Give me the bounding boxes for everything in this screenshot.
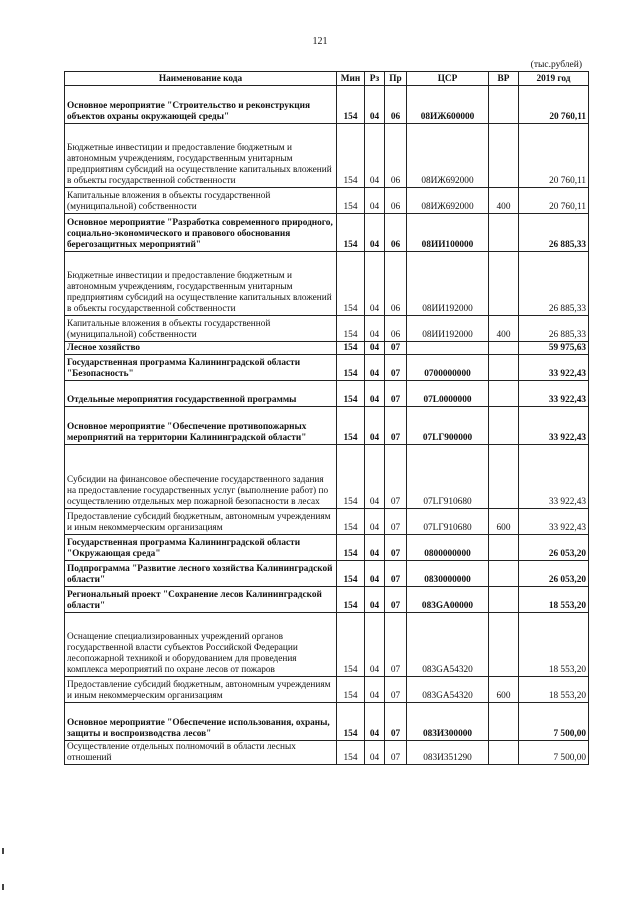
table-cell-pr: 07: [385, 587, 407, 613]
table-cell-amount: 26 885,33: [519, 214, 589, 252]
table-row: [65, 703, 589, 741]
header-year: 2019 год: [519, 72, 589, 86]
table-cell-pr: 07: [385, 445, 407, 509]
header-name: Наименование кода: [65, 72, 337, 86]
table-row: [65, 342, 589, 355]
table-cell-vr: [489, 342, 519, 355]
table-cell-amount: 20 760,11: [519, 86, 589, 124]
table-cell-rz: 04: [365, 214, 385, 252]
table-cell-rz: 04: [365, 613, 385, 677]
table-cell-vr: 600: [489, 677, 519, 703]
table-cell-name: Предоставление субсидий бюджетным, автономным учреждениям и иным некоммерческим организациям: [65, 509, 337, 535]
table-cell-pr: 07: [385, 509, 407, 535]
table-row: [65, 587, 589, 613]
units-note: (тыс.рублей): [530, 60, 582, 70]
table-cell-csr: 083И351290: [407, 741, 489, 765]
table-cell-name: Основное мероприятие "Строительство и реконструкция объектов охраны окружающей среды": [65, 86, 337, 124]
table-cell-name: Субсидии на финансовое обеспечение государственного задания на предоставление государственных услуг (выполнение работ) по осуществлению отдельных мер пожарной безопасности в лесах: [65, 445, 337, 509]
table-cell-name: Государственная программа Калининградской области "Безопасность": [65, 355, 337, 381]
table-cell-vr: [489, 703, 519, 741]
table-row: [65, 535, 589, 561]
table-cell-vr: 400: [489, 316, 519, 342]
table-cell-vr: [489, 445, 519, 509]
table-cell-amount: 7 500,00: [519, 741, 589, 765]
table-cell-vr: 400: [489, 188, 519, 214]
table-row: [65, 407, 589, 445]
table-cell-vr: [489, 561, 519, 587]
header-rz: Рз: [365, 72, 385, 86]
table-row: [65, 355, 589, 381]
table-cell-csr: 07LГ900000: [407, 407, 489, 445]
table-cell-pr: 07: [385, 355, 407, 381]
table-cell-csr: 08ИЖ600000: [407, 86, 489, 124]
table-cell-csr: 08ИЖ692000: [407, 124, 489, 188]
table-cell-name: Отдельные мероприятия государственной программы: [65, 381, 337, 407]
page-number: 121: [312, 36, 328, 47]
table-cell-vr: [489, 587, 519, 613]
table-cell-amount: 26 053,20: [519, 535, 589, 561]
table-cell-pr: 07: [385, 677, 407, 703]
table-cell-csr: [407, 342, 489, 355]
table-cell-rz: 04: [365, 445, 385, 509]
table-cell-vr: 600: [489, 509, 519, 535]
table-cell-min: 154: [337, 677, 365, 703]
table-cell-amount: 33 922,43: [519, 407, 589, 445]
table-cell-amount: 33 922,43: [519, 381, 589, 407]
table-cell-rz: 04: [365, 535, 385, 561]
table-cell-csr: 0830000000: [407, 561, 489, 587]
table-cell-amount: 18 553,20: [519, 613, 589, 677]
table-cell-min: 154: [337, 535, 365, 561]
table-cell-min: 154: [337, 509, 365, 535]
binding-mark: [2, 848, 4, 854]
table-cell-rz: 04: [365, 561, 385, 587]
table-cell-rz: 04: [365, 316, 385, 342]
table-cell-name: Подпрограмма "Развитие лесного хозяйства Калининградской области": [65, 561, 337, 587]
table-cell-csr: 0800000000: [407, 535, 489, 561]
binding-mark: [2, 884, 4, 890]
table-cell-min: 154: [337, 407, 365, 445]
table-cell-csr: 0700000000: [407, 355, 489, 381]
table-cell-amount: 20 760,11: [519, 124, 589, 188]
table-cell-min: 154: [337, 381, 365, 407]
table-cell-min: 154: [337, 124, 365, 188]
table-cell-vr: [489, 407, 519, 445]
table-cell-vr: [489, 355, 519, 381]
table-cell-name: Основное мероприятие "Обеспечение использования, охраны, защиты и воспроизводства лесов": [65, 703, 337, 741]
table-cell-vr: [489, 381, 519, 407]
table-cell-rz: 04: [365, 741, 385, 765]
table-cell-min: 154: [337, 561, 365, 587]
table-cell-name: Основное мероприятие "Разработка современного природного, социально-экономического и правового обоснования берегозащитных мероприятий": [65, 214, 337, 252]
table-cell-rz: 04: [365, 342, 385, 355]
table-cell-rz: 04: [365, 703, 385, 741]
table-cell-min: 154: [337, 86, 365, 124]
table-cell-rz: 04: [365, 252, 385, 316]
table-cell-pr: 07: [385, 561, 407, 587]
table-cell-pr: 07: [385, 741, 407, 765]
table-cell-pr: 07: [385, 703, 407, 741]
table-cell-name: Государственная программа Калининградской области "Окружающая среда": [65, 535, 337, 561]
table-cell-pr: 06: [385, 188, 407, 214]
table-cell-vr: [489, 535, 519, 561]
table-cell-name: Осуществление отдельных полномочий в области лесных отношений: [65, 741, 337, 765]
table-row: [65, 741, 589, 765]
table-row: [65, 677, 589, 703]
table-cell-min: 154: [337, 316, 365, 342]
table-row: [65, 509, 589, 535]
table-header-row: [65, 72, 589, 86]
table-row: [65, 86, 589, 124]
table-cell-csr: 083И300000: [407, 703, 489, 741]
table-cell-name: Бюджетные инвестиции и предоставление бюджетным и автономным учреждениям, государственным унитарным предприятиям субсидий на осуществление капитальных вложений в объекты государственной собственности: [65, 124, 337, 188]
table-cell-name: Лесное хозяйство: [65, 342, 337, 355]
table-cell-vr: [489, 252, 519, 316]
table-cell-pr: 06: [385, 86, 407, 124]
table-row: [65, 561, 589, 587]
table-cell-rz: 04: [365, 509, 385, 535]
table-cell-rz: 04: [365, 587, 385, 613]
table-cell-min: 154: [337, 613, 365, 677]
table-cell-amount: 20 760,11: [519, 188, 589, 214]
budget-table: [64, 71, 589, 765]
header-pr: Пр: [385, 72, 407, 86]
table-cell-csr: 083GA00000: [407, 587, 489, 613]
table-cell-vr: [489, 214, 519, 252]
table-cell-amount: 7 500,00: [519, 703, 589, 741]
table-cell-vr: [489, 124, 519, 188]
table-cell-csr: 083GA54320: [407, 613, 489, 677]
table-cell-name: Региональный проект "Сохранение лесов Калининградской области": [65, 587, 337, 613]
table-cell-name: Капитальные вложения в объекты государственной (муниципальной) собственности: [65, 316, 337, 342]
table-cell-amount: 33 922,43: [519, 445, 589, 509]
header-csr: ЦСР: [407, 72, 489, 86]
header-min: Мин: [337, 72, 365, 86]
table-cell-csr: 07LГ910680: [407, 445, 489, 509]
table-cell-csr: 08ИИ100000: [407, 214, 489, 252]
table-cell-amount: 18 553,20: [519, 677, 589, 703]
table-cell-min: 154: [337, 355, 365, 381]
table-cell-name: Оснащение специализированных учреждений органов государственной власти субъектов Российской Федерации лесопожарной техникой и оборудованием для проведения комплекса мероприятий по охране лесов от пожаров: [65, 613, 337, 677]
table-cell-csr: 08ИЖ692000: [407, 188, 489, 214]
table-cell-name: Бюджетные инвестиции и предоставление бюджетным и автономным учреждениям, государственным унитарным предприятиям субсидий на осуществление капитальных вложений в объекты государственной собственности: [65, 252, 337, 316]
table-row: [65, 445, 589, 509]
table-cell-pr: 06: [385, 252, 407, 316]
table-cell-pr: 07: [385, 613, 407, 677]
table-cell-pr: 07: [385, 381, 407, 407]
table-cell-pr: 07: [385, 535, 407, 561]
table-cell-min: 154: [337, 252, 365, 316]
table-cell-rz: 04: [365, 188, 385, 214]
table-cell-rz: 04: [365, 407, 385, 445]
table-cell-vr: [489, 741, 519, 765]
header-vr: ВР: [489, 72, 519, 86]
table-cell-rz: 04: [365, 86, 385, 124]
table-cell-csr: 08ИИ192000: [407, 252, 489, 316]
table-row: [65, 124, 589, 188]
table-cell-csr: 07LГ910680: [407, 509, 489, 535]
table-cell-min: 154: [337, 445, 365, 509]
table-cell-csr: 083GA54320: [407, 677, 489, 703]
table-row: [65, 613, 589, 677]
table-cell-csr: 08ИИ192000: [407, 316, 489, 342]
table-cell-pr: 06: [385, 124, 407, 188]
table-cell-amount: 59 975,63: [519, 342, 589, 355]
table-cell-min: 154: [337, 741, 365, 765]
table-cell-amount: 26 885,33: [519, 316, 589, 342]
table-cell-rz: 04: [365, 381, 385, 407]
table-cell-min: 154: [337, 342, 365, 355]
table-row: [65, 188, 589, 214]
table-cell-pr: 06: [385, 316, 407, 342]
table-cell-amount: 33 922,43: [519, 355, 589, 381]
table-cell-min: 154: [337, 587, 365, 613]
table-cell-rz: 04: [365, 124, 385, 188]
table-cell-name: Предоставление субсидий бюджетным, автономным учреждениям и иным некоммерческим организациям: [65, 677, 337, 703]
table-cell-vr: [489, 613, 519, 677]
table-cell-rz: 04: [365, 355, 385, 381]
table-row: [65, 214, 589, 252]
table-row: [65, 316, 589, 342]
table-cell-amount: 18 553,20: [519, 587, 589, 613]
table-cell-pr: 06: [385, 214, 407, 252]
table-cell-rz: 04: [365, 677, 385, 703]
table-cell-vr: [489, 86, 519, 124]
table-cell-min: 154: [337, 214, 365, 252]
table-row: [65, 252, 589, 316]
table-cell-pr: 07: [385, 342, 407, 355]
table-cell-csr: 07L0000000: [407, 381, 489, 407]
table-cell-amount: 26 885,33: [519, 252, 589, 316]
table-cell-pr: 07: [385, 407, 407, 445]
table-cell-name: Капитальные вложения в объекты государственной (муниципальной) собственности: [65, 188, 337, 214]
table-cell-amount: 33 922,43: [519, 509, 589, 535]
table-cell-min: 154: [337, 188, 365, 214]
table-row: [65, 381, 589, 407]
table-cell-min: 154: [337, 703, 365, 741]
table-cell-name: Основное мероприятие "Обеспечение противопожарных мероприятий на территории Калининградской области": [65, 407, 337, 445]
table-cell-amount: 26 053,20: [519, 561, 589, 587]
